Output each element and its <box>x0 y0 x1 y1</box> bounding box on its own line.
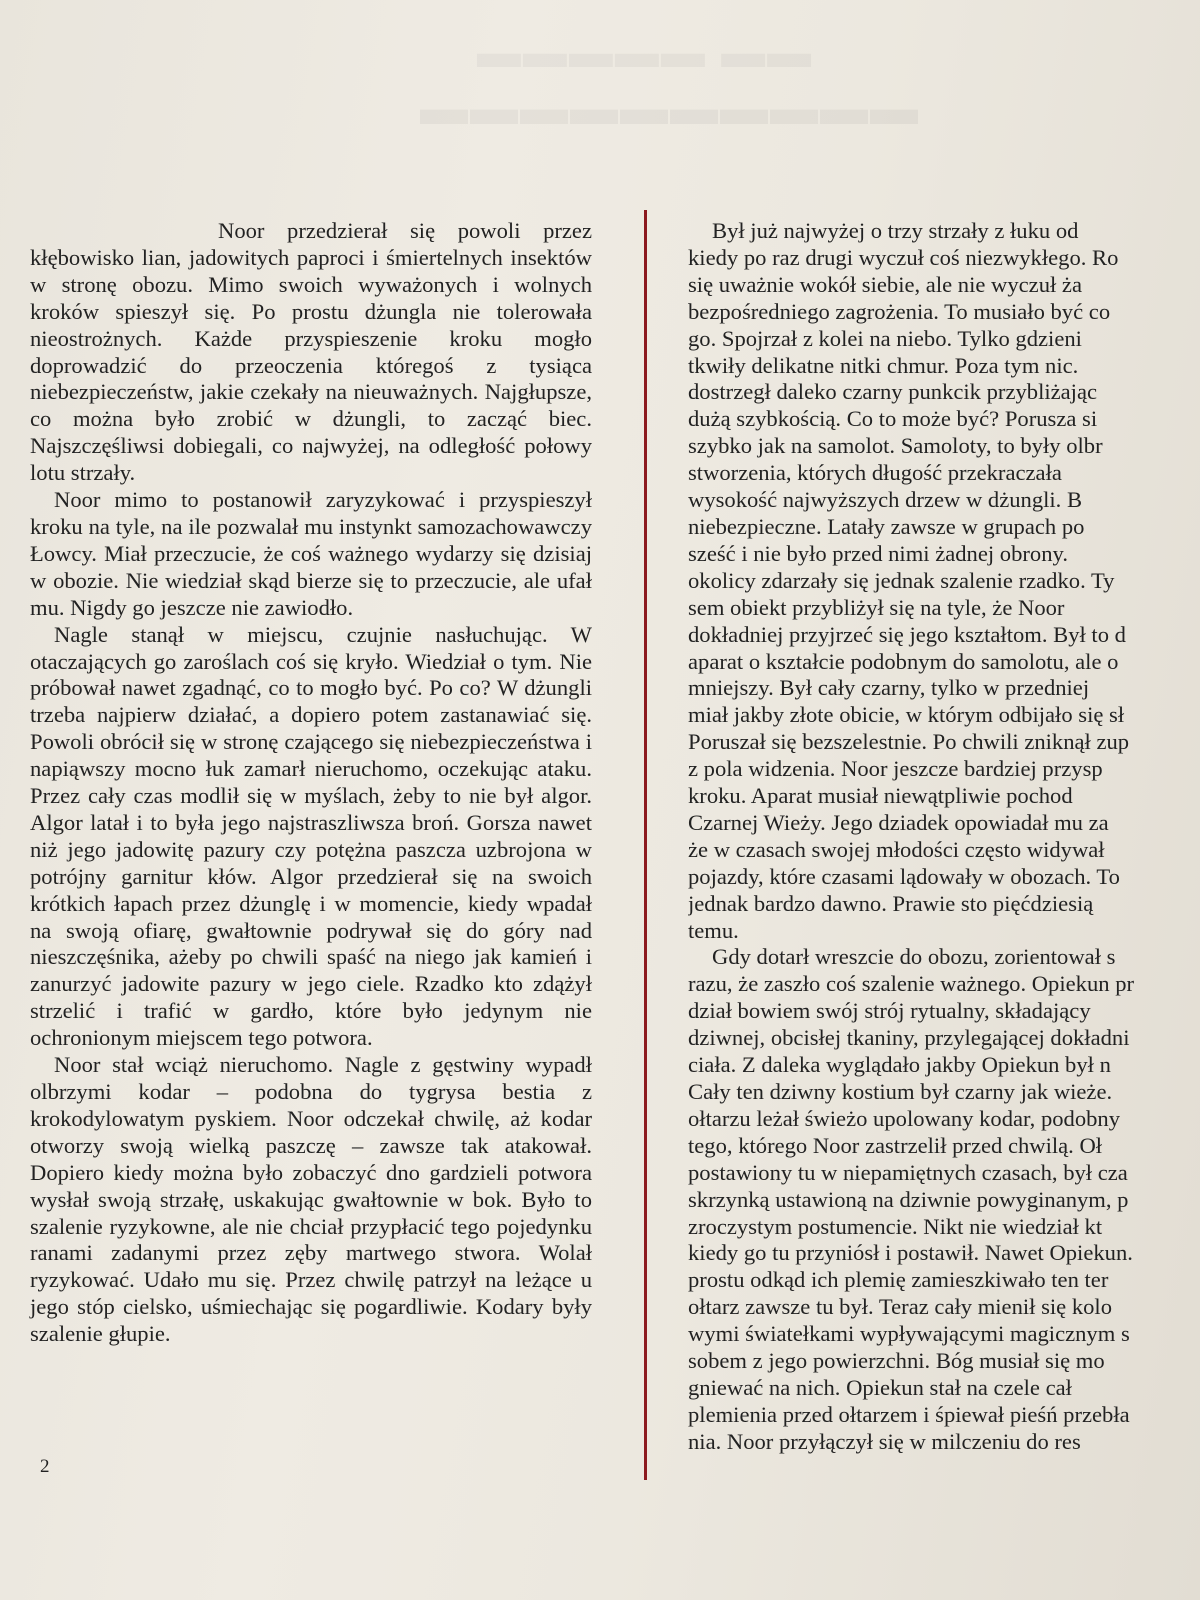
text-line: temu. <box>688 917 739 943</box>
text-line: postawiony tu w niepamiętnych czasach, był cza <box>688 1159 1128 1185</box>
text-line: nia. Noor przyłączył się w milczeniu do res <box>688 1428 1081 1454</box>
text-line: dokładniej przyjrzeć się jego kształtom. Był to d <box>688 621 1126 647</box>
text-line: bezpośredniego zagrożenia. To musiało być co <box>688 298 1111 324</box>
text-line: że w czasach swojej młodości często widywał <box>688 836 1105 862</box>
text-line: kroku. Aparat musiał niewątpliwie pochod <box>688 783 1073 809</box>
text-line: dostrzegł daleko czarny punkcik przybliżając <box>688 379 1098 405</box>
text-line: kiedy go tu przyniósł i postawił. Nawet Opiekun. <box>688 1240 1133 1266</box>
text-line: sem obiekt przybliżył się na tyle, że Noor <box>688 594 1065 620</box>
text-line: wymi światełkami wypływającymi magicznym s <box>688 1321 1130 1347</box>
text-line: pojazdy, które czasami lądowały w obozach. To <box>688 863 1120 889</box>
text-line: Był już najwyżej o trzy strzały z łuku od <box>712 218 1079 243</box>
text-line: ciała. Z daleka wyglądało jakby Opiekun był n <box>688 1052 1111 1078</box>
text-line: sześć i nie było przed nimi żadnej obrony. <box>688 540 1069 566</box>
text-line: sobem z jego powierzchni. Bóg musiał się mo <box>688 1348 1105 1374</box>
text-line: Cały ten dziwny kostium był czarny jak wieże. <box>688 1079 1113 1104</box>
paragraph: Noor mimo to postanowił zaryzykować i przyspieszył kroku na tyle, na ile pozwalał mu instynkt samozachowawczy Łowcy. Miał przeczucie, że coś ważnego wydarzy się dzisiaj w obozie. Nie wiedział skąd bierze się to przeczucie, ale ufał mu. Nigdy go jeszcze nie zawiodło. <box>30 487 592 620</box>
right-column <box>688 218 1200 1456</box>
paragraph: Noor przedzierał się powoli przez kłębowisko lian, jadowitych paproci i śmiertelnych insektów w stronę obozu. Mimo swoich wyważonych i wolnych kroków spieszył się. Po prostu dżungla nie tolerowała nieostrożnych. Każde przyspieszenie kroku mogło doprowadzić do przeoczenia któregoś z tysiąca niebezpieczeństw, jakie czekały na nieuważnych. Najgłupsze, co można było zrobić w dżungli, to zacząć biec. Najszczęśliwsi dobiegali, co najwyżej, na odległość połowy lotu strzały. <box>30 218 592 486</box>
text-line: skrzynką ustawioną na dziwnie powyginanym, p <box>688 1186 1129 1212</box>
text-line: razu, że zaszło coś szalenie ważnego. Opiekun pr <box>688 971 1135 997</box>
paragraph: Noor stał wciąż nieruchomo. Nagle z gęstwiny wypadł olbrzymi kodar – podobna do tygrysa bestia z krokodylowatym pyskiem. Noor odczekał chwilę, aż kodar otworzy swoją wielką paszczę – zawsze tak atakował. Dopiero kiedy można było zobaczyć dno gardzieli potwora wysłał swoją strzałę, uskakując gwałtownie w bok. Było to szalenie ryzykowne, ale nie chciał przypłacić tego pojedynku ranami zadanymi przez zęby martwego stwora. Wolał ryzykować. Udało mu się. Przez chwilę patrzył na leżące u jego stóp cielsko, uśmiechając się pogardliwie. Kodary były szalenie głupie. <box>30 1052 592 1347</box>
column-divider <box>644 210 647 1480</box>
text-line: Poruszał się bezszelestnie. Po chwili zniknął zup <box>688 729 1130 755</box>
text-line: Gdy dotarł wreszcie do obozu, zorientował s <box>712 944 1116 970</box>
text-line: zroczystym postumencie. Nikt nie wiedział kt <box>688 1213 1103 1239</box>
text-line: gniewać na nich. Opiekun stał na czele cał <box>688 1374 1072 1400</box>
text-line: tego, którego Noor zastrzelił przed chwilą. Oł <box>688 1132 1103 1158</box>
text-line: dział bowiem swój strój rytualny, składający <box>688 998 1091 1024</box>
text-line: mniejszy. Był cały czarny, tylko w przedniej <box>688 675 1090 701</box>
text-line: aparat o kształcie podobnym do samolotu, ale o <box>688 648 1119 674</box>
ghost-title: ▬▬▬▬▬ ▬▬ ▬▬▬▬▬▬▬▬▬▬ <box>420 28 920 135</box>
text-line: ołtarzu leżał świeżo upolowany kodar, podobny <box>688 1105 1121 1131</box>
text-line: szybko jak na samolot. Samoloty, to były olbr <box>688 433 1103 459</box>
text-line: się uważnie wokół siebie, ale nie wyczuł ża <box>688 271 1082 297</box>
text-line: okolicy zdarzały się jednak szalenie rzadko. Ty <box>688 567 1115 593</box>
text-line: dziwnej, obcisłej tkaniny, przylegającej dokładni <box>688 1025 1130 1051</box>
text-line: stworzenia, których długość przekraczała <box>688 460 1062 486</box>
paragraph: Nagle stanął w miejscu, czujnie nasłuchując. W otaczających go zaroślach coś się kryło. Wiedział o tym. Nie próbował nawet zgadnąć, co to mogło być. Po co? W dżungli trzeba najpierw działać, a dopiero potem zastanawiać się. Powoli obrócił się w stronę czającego się niebezpieczeństwa i napiąwszy mocno łuk zamarł nieruchomo, oczekując ataku. Przez cały czas modlił się w myślach, żeby to nie był algor. Algor latał i to była jego najstraszliwsza broń. Gorsza nawet niż jego jadowitę pazury czy potężna paszcza uzbrojona w potrójny garnitur kłów. Algor przedzierał się na swoich krótkich łapach przez dżunglę i w momencie, kiedy wpadał na swoją ofiarę, gwałtownie podrywał się do góry nad nieszczęśnika, ażeby po chwili spaść na niego jak kamień i zanurzyć jadowite pazury w jego ciele. Rzadko kto zdążył strzelić i trafić w gardło, które było jedynym nie ochronionym miejscem tego potwora. <box>30 621 592 1051</box>
page-number: 2 <box>40 1456 50 1477</box>
text-line: kiedy po raz drugi wyczuł coś niezwykłego. Ro <box>688 244 1119 270</box>
text-line: go. Spojrzał z kolei na niebo. Tylko gdzieni <box>688 325 1082 351</box>
text-line: wysokość najwyższych drzew w dżungli. B <box>688 487 1083 513</box>
text-line: miał jakby złote obicie, w którym odbijało się sł <box>688 702 1125 728</box>
text-line: tkwiły delikatne nitki chmur. Poza tym nic. <box>688 352 1079 378</box>
text-line: jednak bardzo dawno. Prawie sto pięćdziesią <box>688 890 1094 916</box>
text-line: ołtarz zawsze tu był. Teraz cały mienił się kolo <box>688 1294 1112 1320</box>
text-line: z pola widzenia. Noor jeszcze bardziej przysp <box>688 756 1103 782</box>
left-column <box>30 218 592 1348</box>
text-line: plemienia przed ołtarzem i śpiewał pieśń przebła <box>688 1401 1130 1427</box>
text-line: Czarnej Wieży. Jego dziadek opowiadał mu za <box>688 809 1109 835</box>
text-line: dużą szybkością. Co to może być? Porusza si <box>688 406 1098 432</box>
text-line: niebezpieczne. Latały zawsze w grupach po <box>688 513 1085 539</box>
text-line: prostu odkąd ich plemię zamieszkiwało ten ter <box>688 1267 1109 1293</box>
